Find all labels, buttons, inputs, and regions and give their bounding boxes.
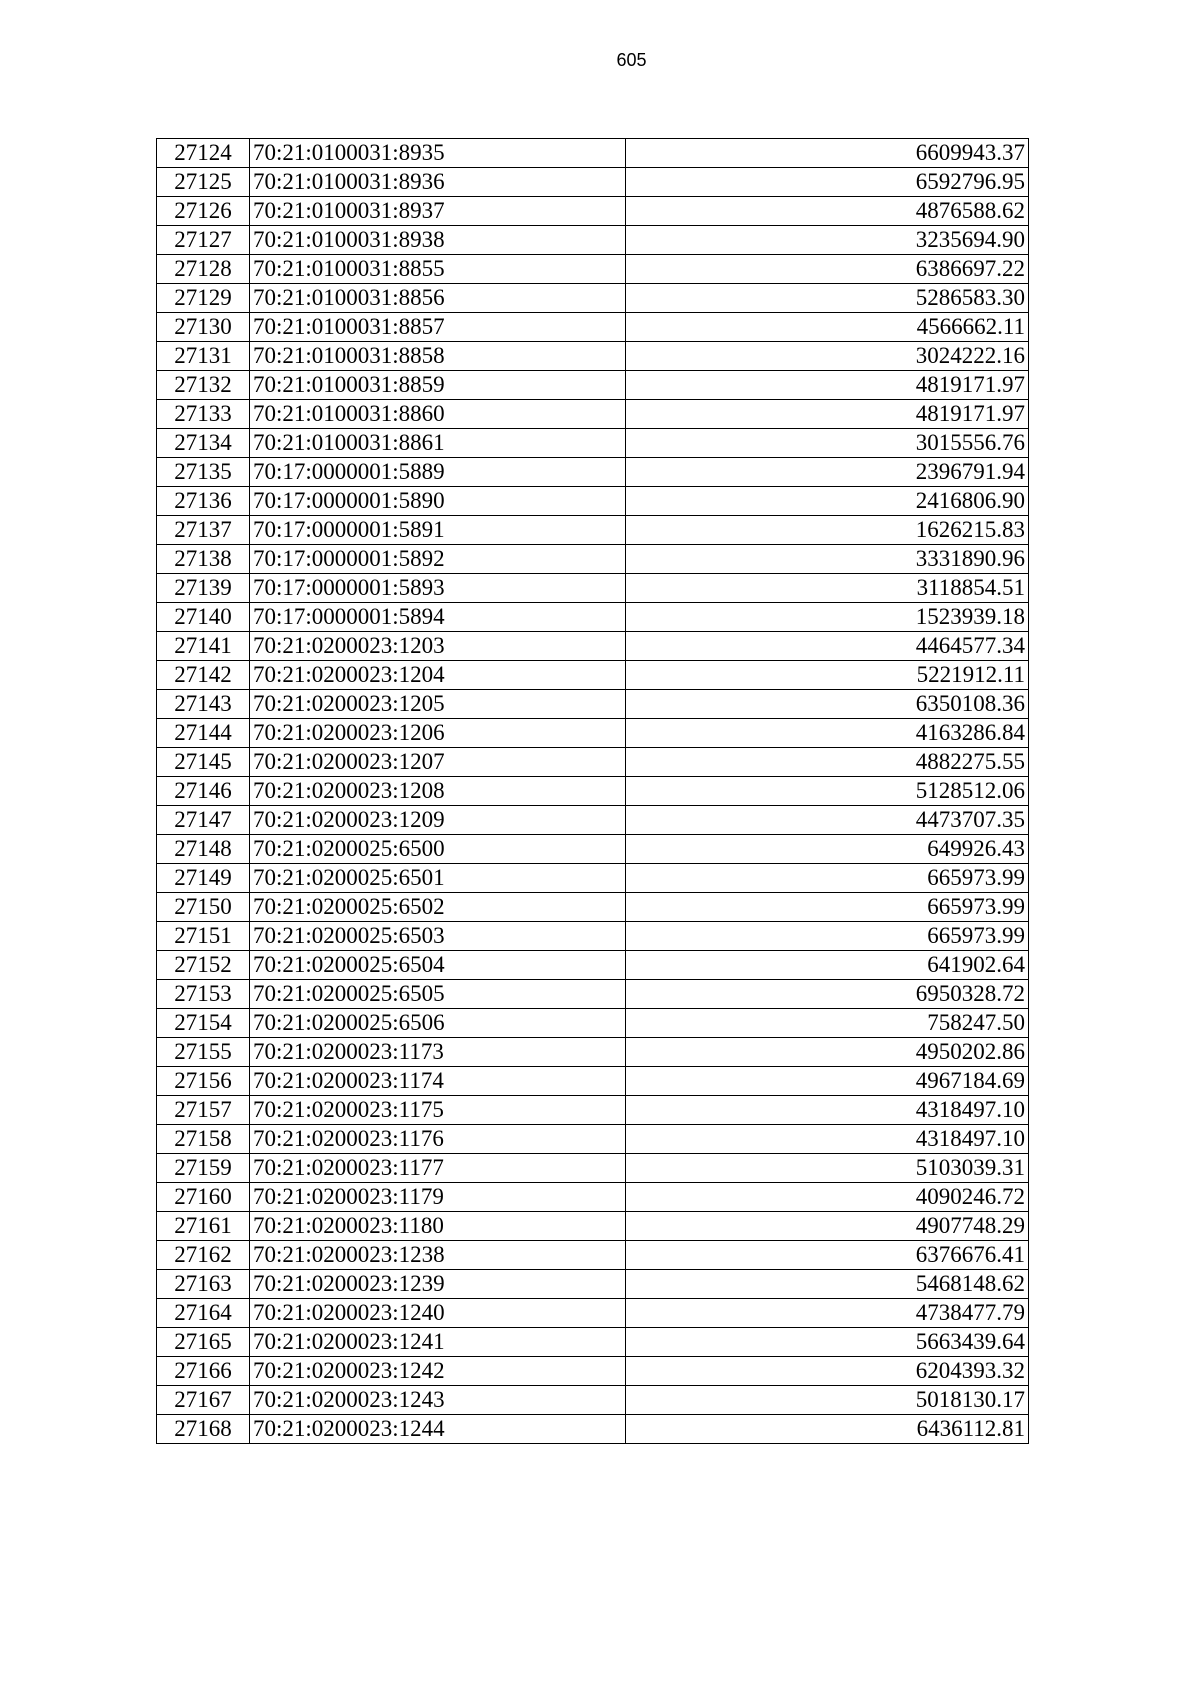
cadastral-value-cell: 4738477.79 xyxy=(626,1299,1029,1328)
cadastral-value-cell: 4819171.97 xyxy=(626,400,1029,429)
cadastral-value-cell: 649926.43 xyxy=(626,835,1029,864)
cadastral-number-cell: 70:21:0100031:8936 xyxy=(250,168,626,197)
row-number-cell: 27157 xyxy=(157,1096,250,1125)
table-row xyxy=(157,429,1029,458)
row-number-cell: 27150 xyxy=(157,893,250,922)
row-number-cell: 27128 xyxy=(157,255,250,284)
table-row xyxy=(157,1038,1029,1067)
cadastral-value-cell: 3118854.51 xyxy=(626,574,1029,603)
table-row xyxy=(157,313,1029,342)
table-row xyxy=(157,574,1029,603)
cadastral-value-cell: 5663439.64 xyxy=(626,1328,1029,1357)
cadastral-number-cell: 70:21:0200025:6502 xyxy=(250,893,626,922)
table-row xyxy=(157,603,1029,632)
table-row xyxy=(157,1183,1029,1212)
cadastral-value-cell: 5468148.62 xyxy=(626,1270,1029,1299)
cadastral-number-cell: 70:21:0100031:8859 xyxy=(250,371,626,400)
table-row xyxy=(157,1270,1029,1299)
cadastral-number-cell: 70:21:0200023:1243 xyxy=(250,1386,626,1415)
cadastral-number-cell: 70:17:0000001:5890 xyxy=(250,487,626,516)
row-number-cell: 27132 xyxy=(157,371,250,400)
row-number-cell: 27145 xyxy=(157,748,250,777)
row-number-cell: 27148 xyxy=(157,835,250,864)
table-row xyxy=(157,777,1029,806)
cadastral-value-cell: 6436112.81 xyxy=(626,1415,1029,1444)
cadastral-number-cell: 70:21:0200023:1208 xyxy=(250,777,626,806)
table-row xyxy=(157,632,1029,661)
table-row xyxy=(157,1212,1029,1241)
cadastral-number-cell: 70:21:0200023:1209 xyxy=(250,806,626,835)
row-number-cell: 27134 xyxy=(157,429,250,458)
cadastral-number-cell: 70:21:0100031:8938 xyxy=(250,226,626,255)
cadastral-value-cell: 5018130.17 xyxy=(626,1386,1029,1415)
row-number-cell: 27151 xyxy=(157,922,250,951)
cadastral-number-cell: 70:21:0200023:1239 xyxy=(250,1270,626,1299)
cadastral-value-cell: 758247.50 xyxy=(626,1009,1029,1038)
cadastral-number-cell: 70:21:0100031:8857 xyxy=(250,313,626,342)
cadastral-number-cell: 70:21:0100031:8861 xyxy=(250,429,626,458)
table-row xyxy=(157,1328,1029,1357)
table-row xyxy=(157,545,1029,574)
table-row xyxy=(157,139,1029,168)
cadastral-value-cell: 3235694.90 xyxy=(626,226,1029,255)
cadastral-number-cell: 70:21:0200023:1204 xyxy=(250,661,626,690)
cadastral-number-cell: 70:21:0200023:1176 xyxy=(250,1125,626,1154)
cadastral-value-cell: 4876588.62 xyxy=(626,197,1029,226)
cadastral-value-cell: 5128512.06 xyxy=(626,777,1029,806)
table-row xyxy=(157,1299,1029,1328)
table-row xyxy=(157,1386,1029,1415)
cadastral-value-cell: 1523939.18 xyxy=(626,603,1029,632)
row-number-cell: 27165 xyxy=(157,1328,250,1357)
table-row xyxy=(157,1009,1029,1038)
table-row xyxy=(157,690,1029,719)
cadastral-number-cell: 70:21:0200025:6505 xyxy=(250,980,626,1009)
table-row xyxy=(157,284,1029,313)
table-row xyxy=(157,168,1029,197)
cadastral-value-cell: 5221912.11 xyxy=(626,661,1029,690)
cadastral-value-cell: 665973.99 xyxy=(626,922,1029,951)
cadastral-number-cell: 70:21:0200023:1203 xyxy=(250,632,626,661)
page-number: 605 xyxy=(616,50,647,70)
row-number-cell: 27163 xyxy=(157,1270,250,1299)
cadastral-value-cell: 6386697.22 xyxy=(626,255,1029,284)
row-number-cell: 27155 xyxy=(157,1038,250,1067)
table-row xyxy=(157,951,1029,980)
row-number-cell: 27164 xyxy=(157,1299,250,1328)
table-row xyxy=(157,864,1029,893)
table-row xyxy=(157,922,1029,951)
cadastral-number-cell: 70:17:0000001:5891 xyxy=(250,516,626,545)
row-number-cell: 27138 xyxy=(157,545,250,574)
cadastral-number-cell: 70:21:0200023:1173 xyxy=(250,1038,626,1067)
cadastral-value-cell: 6376676.41 xyxy=(626,1241,1029,1270)
cadastral-value-cell: 6592796.95 xyxy=(626,168,1029,197)
table-row xyxy=(157,400,1029,429)
cadastral-value-cell: 5286583.30 xyxy=(626,284,1029,313)
cadastral-value-cell: 3024222.16 xyxy=(626,342,1029,371)
cadastral-number-cell: 70:21:0200025:6501 xyxy=(250,864,626,893)
cadastral-value-cell: 4464577.34 xyxy=(626,632,1029,661)
cadastral-value-cell: 6204393.32 xyxy=(626,1357,1029,1386)
row-number-cell: 27144 xyxy=(157,719,250,748)
table-body xyxy=(157,139,1029,1444)
cadastral-value-cell: 4907748.29 xyxy=(626,1212,1029,1241)
row-number-cell: 27129 xyxy=(157,284,250,313)
cadastral-number-cell: 70:17:0000001:5889 xyxy=(250,458,626,487)
table-row xyxy=(157,1415,1029,1444)
row-number-cell: 27137 xyxy=(157,516,250,545)
table-row xyxy=(157,661,1029,690)
cadastral-value-cell: 6609943.37 xyxy=(626,139,1029,168)
cadastral-value-cell: 4473707.35 xyxy=(626,806,1029,835)
row-number-cell: 27126 xyxy=(157,197,250,226)
cadastral-number-cell: 70:21:0200025:6500 xyxy=(250,835,626,864)
row-number-cell: 27153 xyxy=(157,980,250,1009)
cadastral-number-cell: 70:21:0200025:6504 xyxy=(250,951,626,980)
row-number-cell: 27149 xyxy=(157,864,250,893)
table-row xyxy=(157,458,1029,487)
table-row xyxy=(157,1357,1029,1386)
cadastral-number-cell: 70:21:0200023:1240 xyxy=(250,1299,626,1328)
cadastral-number-cell: 70:21:0100031:8855 xyxy=(250,255,626,284)
cadastral-value-cell: 4819171.97 xyxy=(626,371,1029,400)
cadastral-value-cell: 665973.99 xyxy=(626,893,1029,922)
cadastral-value-cell: 5103039.31 xyxy=(626,1154,1029,1183)
cadastral-value-cell: 6950328.72 xyxy=(626,980,1029,1009)
row-number-cell: 27162 xyxy=(157,1241,250,1270)
cadastral-number-cell: 70:21:0100031:8858 xyxy=(250,342,626,371)
cadastral-number-cell: 70:21:0200023:1174 xyxy=(250,1067,626,1096)
cadastral-number-cell: 70:17:0000001:5893 xyxy=(250,574,626,603)
cadastral-value-cell: 4566662.11 xyxy=(626,313,1029,342)
row-number-cell: 27133 xyxy=(157,400,250,429)
table-row xyxy=(157,342,1029,371)
cadastral-number-cell: 70:21:0200023:1205 xyxy=(250,690,626,719)
cadastral-value-cell: 4950202.86 xyxy=(626,1038,1029,1067)
table-row xyxy=(157,1096,1029,1125)
table-row xyxy=(157,748,1029,777)
row-number-cell: 27156 xyxy=(157,1067,250,1096)
cadastral-number-cell: 70:17:0000001:5894 xyxy=(250,603,626,632)
cadastral-number-cell: 70:21:0100031:8856 xyxy=(250,284,626,313)
row-number-cell: 27142 xyxy=(157,661,250,690)
cadastral-value-cell: 3331890.96 xyxy=(626,545,1029,574)
cadastral-number-cell: 70:21:0200023:1177 xyxy=(250,1154,626,1183)
cadastral-number-cell: 70:21:0100031:8935 xyxy=(250,139,626,168)
table-row xyxy=(157,516,1029,545)
cadastral-number-cell: 70:21:0100031:8860 xyxy=(250,400,626,429)
cadastral-value-cell: 4090246.72 xyxy=(626,1183,1029,1212)
cadastral-value-cell: 665973.99 xyxy=(626,864,1029,893)
cadastral-value-cell: 6350108.36 xyxy=(626,690,1029,719)
cadastral-value-cell: 4318497.10 xyxy=(626,1096,1029,1125)
table-row xyxy=(157,1067,1029,1096)
cadastral-number-cell: 70:21:0200023:1238 xyxy=(250,1241,626,1270)
table-row xyxy=(157,1154,1029,1183)
row-number-cell: 27140 xyxy=(157,603,250,632)
row-number-cell: 27167 xyxy=(157,1386,250,1415)
row-number-cell: 27160 xyxy=(157,1183,250,1212)
cadastral-value-table xyxy=(156,138,1029,1444)
cadastral-number-cell: 70:21:0200023:1244 xyxy=(250,1415,626,1444)
row-number-cell: 27152 xyxy=(157,951,250,980)
table-row xyxy=(157,835,1029,864)
table-row xyxy=(157,487,1029,516)
row-number-cell: 27139 xyxy=(157,574,250,603)
row-number-cell: 27161 xyxy=(157,1212,250,1241)
table-row xyxy=(157,255,1029,284)
table-row xyxy=(157,1241,1029,1270)
row-number-cell: 27159 xyxy=(157,1154,250,1183)
table-row xyxy=(157,806,1029,835)
cadastral-number-cell: 70:21:0200023:1242 xyxy=(250,1357,626,1386)
row-number-cell: 27131 xyxy=(157,342,250,371)
row-number-cell: 27124 xyxy=(157,139,250,168)
table-row xyxy=(157,1125,1029,1154)
row-number-cell: 27136 xyxy=(157,487,250,516)
row-number-cell: 27154 xyxy=(157,1009,250,1038)
cadastral-number-cell: 70:21:0200023:1241 xyxy=(250,1328,626,1357)
row-number-cell: 27127 xyxy=(157,226,250,255)
table-row xyxy=(157,893,1029,922)
cadastral-value-cell: 2396791.94 xyxy=(626,458,1029,487)
table-row xyxy=(157,197,1029,226)
table-row xyxy=(157,980,1029,1009)
table-row xyxy=(157,226,1029,255)
cadastral-number-cell: 70:21:0200023:1175 xyxy=(250,1096,626,1125)
row-number-cell: 27166 xyxy=(157,1357,250,1386)
row-number-cell: 27130 xyxy=(157,313,250,342)
cadastral-value-cell: 4882275.55 xyxy=(626,748,1029,777)
table-row xyxy=(157,371,1029,400)
cadastral-number-cell: 70:17:0000001:5892 xyxy=(250,545,626,574)
row-number-cell: 27147 xyxy=(157,806,250,835)
row-number-cell: 27146 xyxy=(157,777,250,806)
cadastral-value-cell: 3015556.76 xyxy=(626,429,1029,458)
row-number-cell: 27125 xyxy=(157,168,250,197)
cadastral-number-cell: 70:21:0200023:1207 xyxy=(250,748,626,777)
cadastral-value-cell: 2416806.90 xyxy=(626,487,1029,516)
cadastral-number-cell: 70:21:0200023:1206 xyxy=(250,719,626,748)
row-number-cell: 27168 xyxy=(157,1415,250,1444)
row-number-cell: 27143 xyxy=(157,690,250,719)
cadastral-number-cell: 70:21:0200025:6506 xyxy=(250,1009,626,1038)
cadastral-value-cell: 4163286.84 xyxy=(626,719,1029,748)
row-number-cell: 27135 xyxy=(157,458,250,487)
cadastral-value-cell: 641902.64 xyxy=(626,951,1029,980)
cadastral-number-cell: 70:21:0200023:1179 xyxy=(250,1183,626,1212)
cadastral-number-cell: 70:21:0200025:6503 xyxy=(250,922,626,951)
cadastral-number-cell: 70:21:0200023:1180 xyxy=(250,1212,626,1241)
table-row xyxy=(157,719,1029,748)
cadastral-value-cell: 4318497.10 xyxy=(626,1125,1029,1154)
cadastral-number-cell: 70:21:0100031:8937 xyxy=(250,197,626,226)
row-number-cell: 27158 xyxy=(157,1125,250,1154)
row-number-cell: 27141 xyxy=(157,632,250,661)
cadastral-value-cell: 1626215.83 xyxy=(626,516,1029,545)
cadastral-value-cell: 4967184.69 xyxy=(626,1067,1029,1096)
